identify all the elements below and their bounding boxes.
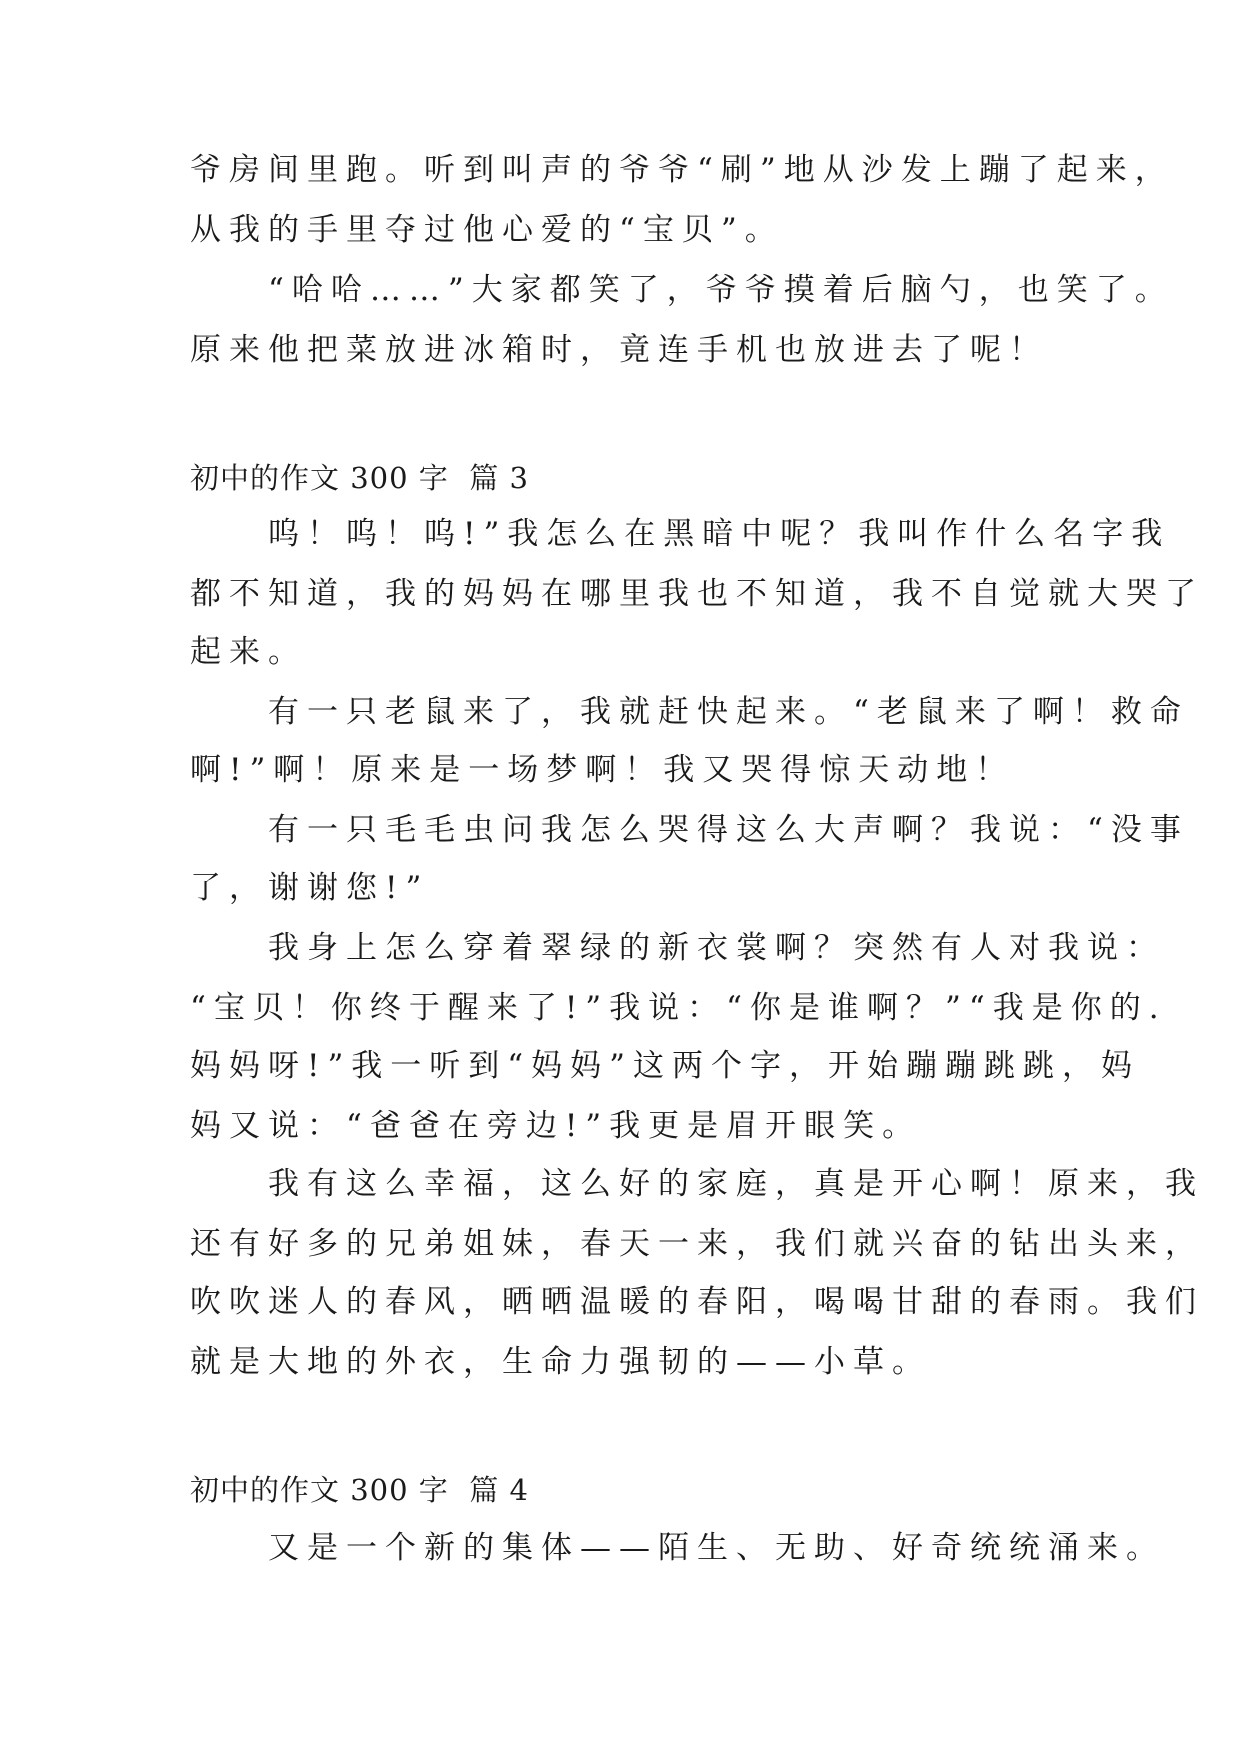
paragraph-line: 又是一个新的集体——陌生、无助、好奇统统涌来。 <box>190 1530 1165 1566</box>
paragraph-line: 有一只毛毛虫问我怎么哭得这么大声啊？我说：“没事 <box>190 812 1189 848</box>
paragraph-line: 就是大地的外衣，生命力强韧的——小草。 <box>190 1344 931 1380</box>
paragraph-line: 吹吹迷人的春风，晒晒温暖的春阳，喝喝甘甜的春雨。我们 <box>190 1284 1204 1320</box>
paragraph-line: 起来。 <box>190 634 307 670</box>
paragraph-line: 从我的手里夺过他心爱的“宝贝”。 <box>190 212 784 248</box>
section-heading-4: 初中的作文 300 字 篇 4 <box>190 1473 529 1507</box>
paragraph-line: 我有这么幸福，这么好的家庭，真是开心啊！原来，我 <box>190 1166 1204 1202</box>
paragraph-line: 啊!”啊！原来是一场梦啊！我又哭得惊天动地！ <box>190 752 1015 788</box>
paragraph-line: 了，谢谢您!” <box>190 870 430 906</box>
paragraph-line: 妈妈呀!”我一听到“妈妈”这两个字，开始蹦蹦跳跳，妈 <box>190 1048 1140 1084</box>
paragraph-line: 原来他把菜放进冰箱时，竟连手机也放进去了呢！ <box>190 332 1048 368</box>
paragraph-line: 我身上怎么穿着翠绿的新衣裳啊？突然有人对我说： <box>190 930 1165 966</box>
section-heading-3: 初中的作文 300 字 篇 3 <box>190 461 529 495</box>
paragraph-line: “哈哈……”大家都笑了，爷爷摸着后脑勺，也笑了。 <box>190 272 1174 308</box>
paragraph-line: “宝贝！你终于醒来了!”我说：“你是谁啊？”“我是你的. <box>190 990 1167 1026</box>
paragraph-line: 都不知道，我的妈妈在哪里我也不知道，我不自觉就大哭了 <box>190 576 1204 612</box>
paragraph-line: 有一只老鼠来了，我就赶快起来。“老鼠来了啊！救命 <box>190 694 1189 730</box>
paragraph-line: 妈又说：“爸爸在旁边!”我更是眉开眼笑。 <box>190 1108 922 1144</box>
paragraph-line: 还有好多的兄弟姐妹，春天一来，我们就兴奋的钻出头来， <box>190 1226 1204 1262</box>
paragraph-line: 呜！呜！呜!”我怎么在黑暗中呢？我叫作什么名字我 <box>190 516 1171 552</box>
paragraph-line: 爷房间里跑。听到叫声的爷爷“刷”地从沙发上蹦了起来， <box>190 152 1174 188</box>
